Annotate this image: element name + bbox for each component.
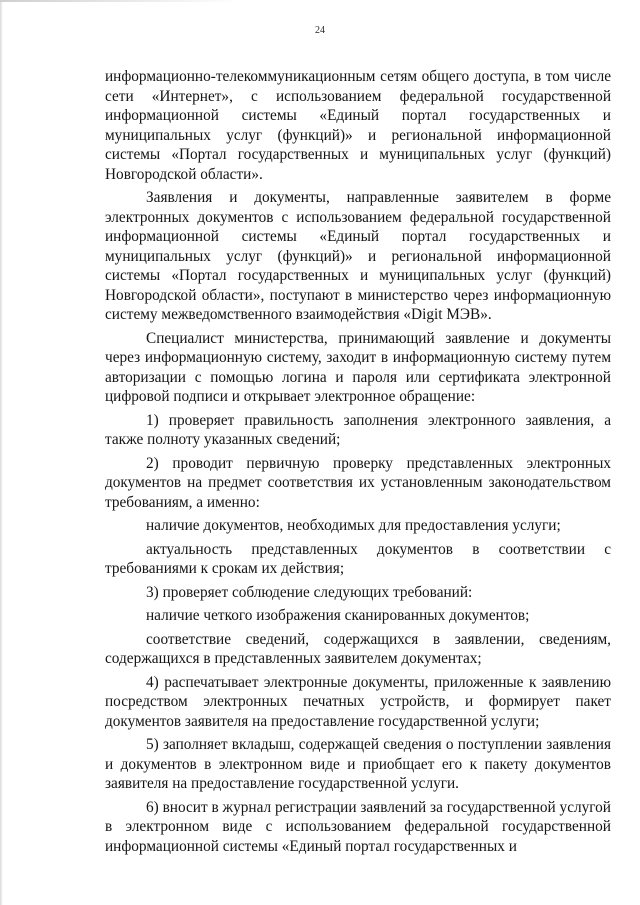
sub-item-documents-validity: актуальность представленных документов в соответствии с требованиями к срокам их действия; <box>105 540 611 577</box>
paragraph-specialist-procedure: Специалист министерства, принимающий заявление и документы через информационную систему, заходит в информационную систему путем авторизации с помощью логина и пароля или сертификата электронной цифровой подписи и открывает электронное обращение: <box>105 329 611 405</box>
page-number: 24 <box>315 25 325 36</box>
list-item-6: 6) вносит в журнал регистрации заявлений за государственной услугой в электронном виде с использованием федеральной государственной информационной системы «Единый портал государственных и <box>105 798 611 855</box>
list-item-4: 4) распечатывает электронные документы, приложенные к заявлению посредством электронных печатных устройств, и формирует пакет документов заявителя на предоставление государственной услуги; <box>105 673 611 730</box>
sub-item-data-consistency: соответствие сведений, содержащихся в заявлении, сведениям, содержащихся в представленных заявителем документах; <box>105 630 611 667</box>
list-item-2: 2) проводит первичную проверку представленных электронных документов на предмет соответствия их установленным законодательством требованиям, а именно: <box>105 454 611 511</box>
paragraph-applications-received: Заявления и документы, направленные заявителем в форме электронных документов с использованием федеральной государственной информационной системы «Единый портал государственных и муниципальных услуг (функций)» и региональной информационной системы «Портал государственных и муниципальных услуг (функций) Новгородской области», поступают в министерство через информационную систему межведомственного взаимодействия «Digit МЭВ». <box>105 189 611 323</box>
paragraph-continuation: информационно-телекоммуникационным сетям общего доступа, в том числе сети «Интернет», с использованием федеральной государственной информационной системы «Единый портал государственных и муниципальных услуг (функций)» и региональной информационной системы «Портал государственных и муниципальных услуг (функций) Новгородской области». <box>105 68 611 183</box>
list-item-3: 3) проверяет соблюдение следующих требований: <box>146 583 473 601</box>
sub-item-documents-presence: наличие документов, необходимых для предоставления услуги; <box>146 517 561 534</box>
sub-item-scan-quality: наличие четкого изображения сканированных документов; <box>146 607 530 624</box>
document-body <box>105 67 611 856</box>
scan-edge-top <box>0 0 240 2</box>
scan-edge-left <box>0 0 3 905</box>
list-item-5: 5) заполняет вкладыш, содержащей сведения о поступлении заявления и документов в электронном виде и приобщает его к пакету документов заявителя на предоставление государственной услуги. <box>105 736 611 792</box>
list-item-1: 1) проверяет правильность заполнения электронного заявления, а также полноту указанных сведений; <box>105 411 611 448</box>
